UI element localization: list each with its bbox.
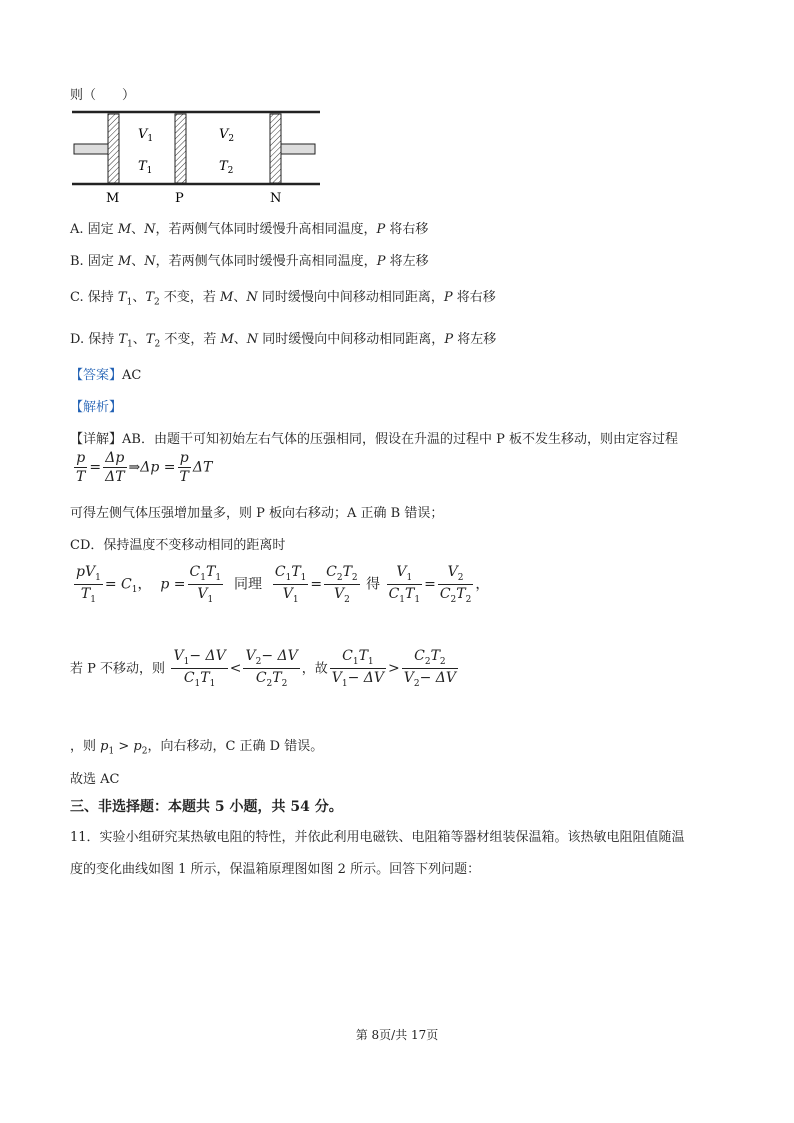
option-d: D. 保持 $T_1$、$T_2$ 不变，若 M、N 同时缓慢向中间移动相同距离，P 将左移 xyxy=(70,332,497,350)
piston-p xyxy=(175,114,186,183)
option-b: B. 固定 M、N，若两侧气体同时缓慢升高相同温度，P 将左移 xyxy=(70,254,429,269)
line-ab-conclusion: 可得左侧气体压强增加量多，则 P 板向右移动；A 正确 B 错误； xyxy=(70,506,444,521)
detail-line: 【详解】AB．由题干可知初始左右气体的压强相同，假设在升温的过程中 P 板不发生移动，则由定容过程 xyxy=(70,432,678,447)
piston-n xyxy=(270,114,281,183)
inequality-line: 若 P 不移动，则 $\frac{V_1- \Delta V}{C_1T_1}$ < $\frac{V_2- \Delta V}{C_2T_2}$ ，故 $\frac{C_1T_1}{V_1- \Delta V}$ > $\frac{C_2T_2}{V_2- \Delta V}$ xyxy=(70,648,457,689)
piston-m xyxy=(108,114,119,183)
label-m: M xyxy=(106,191,120,206)
label-p: P xyxy=(175,191,184,206)
label-n: N xyxy=(270,191,282,206)
answer-line: 【答案】AC xyxy=(70,368,142,383)
equation-isochoric: $\frac{p}{T}$ = $\frac{\Delta p}{\Delta T}$ ⇒Δp = $\frac{p}{T}$ ΔT xyxy=(76,450,213,485)
q11-line2: 度的变化曲线如图 1 所示，保温箱原理图如图 2 所示。回答下列问题： xyxy=(70,862,481,877)
option-c: C. 保持 $T_1$、$T_2$ 不变，若 M、N 同时缓慢向中间移动相同距离，P 将右移 xyxy=(70,290,496,308)
choose-line: 故选 AC xyxy=(70,772,120,787)
rod-m xyxy=(74,144,108,154)
label-t1: $T_1$ xyxy=(138,159,153,176)
analysis-tag: 【解析】 xyxy=(70,400,123,415)
option-a: A. 固定 M、N，若两侧气体同时缓慢升高相同温度，P 将右移 xyxy=(70,222,429,237)
pressure-conclusion: ，则 $p_1 > p_2$，向右移动，C 正确 D 错误。 xyxy=(70,739,324,757)
line-cd-intro: CD．保持温度不变移动相同的距离时 xyxy=(70,538,286,553)
label-t2: $T_2$ xyxy=(219,159,234,176)
page-footer: 第 8页/共 17页 xyxy=(355,1028,439,1042)
question-tail: 则（ ） xyxy=(70,88,136,103)
label-v1: $V_1$ xyxy=(138,127,154,144)
q11-line1: 11．实验小组研究某热敏电阻的特性，并依此利用电磁铁、电阻箱等器材组装保温箱。该热敏电阻阻值随温 xyxy=(70,830,685,845)
rod-n xyxy=(281,144,315,154)
section-heading: 三、非选择题：本题共 5 小题，共 54 分。 xyxy=(70,799,343,815)
equation-isothermal: $\frac{pV_1}{T_1}$ = $C_1$， p = $\frac{C_1T_1}{V_1}$ 同理 $\frac{C_1T_1}{V_1}$ = $\frac{C_2T_2}{V_2}$ 得 $\frac{V_1}{C_1T_1}$ = $\frac{V_2}{C_2T_2}$ ， xyxy=(76,564,490,605)
piston-cylinder-diagram xyxy=(70,108,330,208)
label-v2: $V_2$ xyxy=(219,127,235,144)
